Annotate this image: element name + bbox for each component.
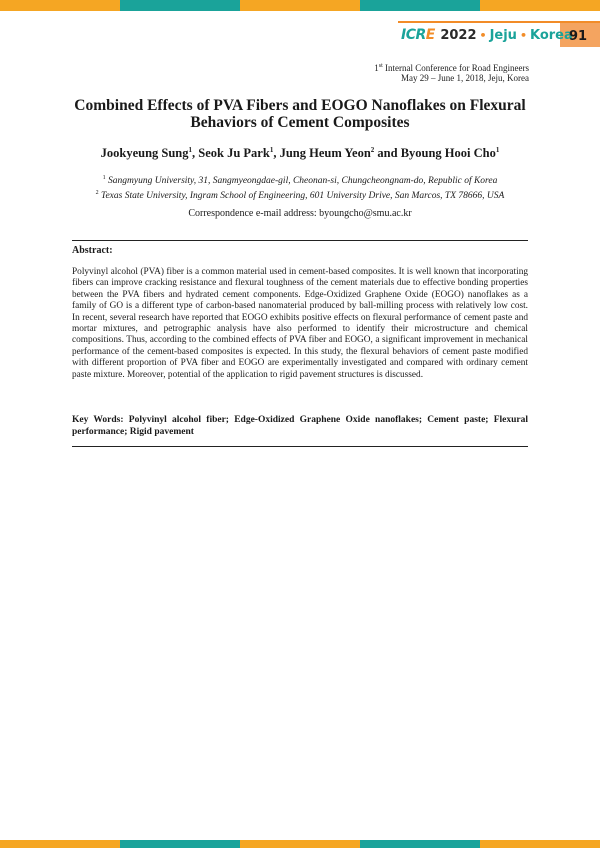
conference-info bbox=[374, 61, 529, 83]
conference-name-line bbox=[374, 61, 529, 73]
logo-mark-suffix: E bbox=[425, 27, 436, 43]
author-affil: 1 bbox=[495, 146, 500, 154]
bar-segment bbox=[120, 840, 240, 848]
author-separator: and bbox=[374, 146, 401, 161]
abstract-heading: Abstract: bbox=[72, 245, 113, 256]
bar-segment bbox=[0, 840, 120, 848]
affiliation-number: 2 bbox=[95, 189, 99, 196]
bar-segment bbox=[360, 840, 480, 848]
author-affil: 2 bbox=[370, 146, 375, 154]
logo-dot: • bbox=[479, 28, 487, 42]
top-color-bar bbox=[0, 0, 600, 11]
bar-segment bbox=[360, 0, 480, 11]
author-list bbox=[60, 146, 540, 161]
author-affil: 1 bbox=[269, 146, 274, 154]
divider bbox=[72, 240, 528, 241]
bar-segment bbox=[240, 0, 360, 11]
correspondence-email: Correspondence e-mail address: byoungcho@smu.ac.kr bbox=[188, 208, 412, 219]
conference-ordinal: 1 bbox=[374, 63, 379, 73]
affiliation-text: Texas State University, Ingram School of Engineering, 601 University Drive, San Marcos, TX 78666, USA bbox=[98, 190, 505, 201]
affiliation-text: Sangmyung University, 31, Sangmyeongdae-gil, Cheonan-si, Chungcheongnam-do, Republic of Korea bbox=[105, 176, 498, 187]
logo-country: Korea bbox=[529, 27, 573, 43]
divider bbox=[72, 446, 528, 447]
author-name: Byoung Hooi Cho bbox=[400, 146, 496, 161]
bar-segment bbox=[480, 0, 600, 11]
abstract-body: Polyvinyl alcohol (PVA) fiber is a common material used in cement-based composites. It is well known that incorporating fibers can improve cracking resistance and flexural toughness of the cement materials due to effective bonding properties between the PVA fibers and hydrated cement components. Edge-Oxidized Graphene Oxide (EOGO) nanoflakes as a family of GO is a different type of carbon-based nanomaterial produced by ball-milling process with relatively low cost. In recent, several research have reported that EOGO exhibits positive effects on flexural performance of cement paste and mortar mixtures, and petrographic analysis have also performed to identify their microstructure and chemical compositions. Thus, according to the combined effects of PVA fiber and EOGO, a significant improvement in mechanical performance of the cement-based composites is expected. In this study, the flexural behaviors of cement paste modified with different proportion of PVA fiber and EOGO are experimentally investigated and compared with ordinary cement paste mixture. Moreover, potential of the application to rigid pavement structures is discussed. bbox=[72, 267, 528, 380]
page-number: 91 bbox=[569, 29, 588, 44]
keywords: Key Words: Polyvinyl alcohol fiber; Edge-Oxidized Graphene Oxide nanoflakes; Cement paste; Flexural performance; Rigid pavement bbox=[72, 415, 528, 437]
bar-segment bbox=[0, 0, 120, 11]
conference-logo bbox=[401, 27, 573, 43]
logo-year: 2022 bbox=[440, 27, 477, 43]
conference-ordinal-suffix: st bbox=[378, 63, 383, 69]
author-name: Jookyeung Sung bbox=[100, 146, 189, 161]
author-name: Jung Heum Yeon bbox=[279, 146, 371, 161]
bar-segment bbox=[240, 840, 360, 848]
bar-segment bbox=[480, 840, 600, 848]
logo-dot: • bbox=[519, 28, 527, 42]
conference-dates: May 29 – June 1, 2018, Jeju, Korea bbox=[401, 73, 529, 83]
affiliation bbox=[60, 188, 540, 203]
conference-name: Internal Conference for Road Engineers bbox=[382, 63, 529, 73]
logo-city: Jeju bbox=[489, 27, 517, 43]
affiliations bbox=[60, 173, 540, 202]
author-separator: , bbox=[192, 146, 199, 161]
affiliation bbox=[60, 173, 540, 188]
author-separator: , bbox=[273, 146, 280, 161]
bottom-color-bar bbox=[0, 840, 600, 848]
bar-segment bbox=[120, 0, 240, 11]
affiliation-number: 1 bbox=[102, 175, 106, 181]
logo-mark: ICR bbox=[401, 27, 426, 43]
paper-title: Combined Effects of PVA Fibers and EOGO Nanoflakes on Flexural Behaviors of Cement Composites bbox=[74, 97, 526, 131]
author-affil: 1 bbox=[188, 146, 193, 154]
author-name: Seok Ju Park bbox=[198, 146, 270, 161]
